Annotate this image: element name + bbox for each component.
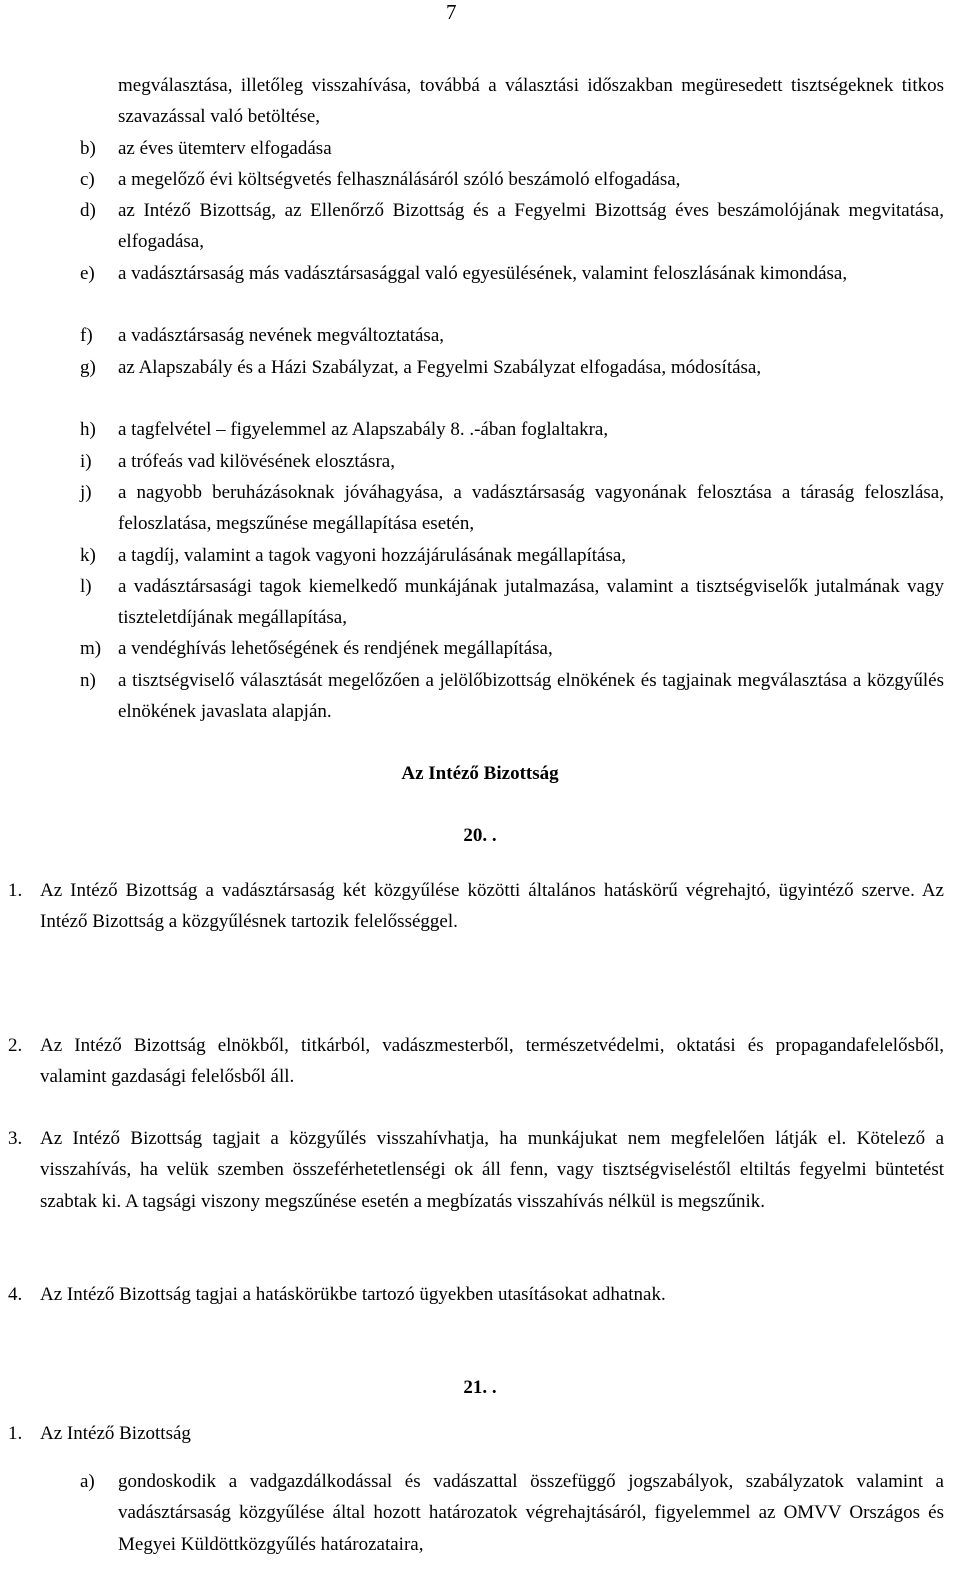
list-item-text: a trófeás vad kilövésének elosztásra, — [118, 450, 395, 472]
section-number-21: 21. . — [463, 1377, 497, 1398]
list-item-text: a megelőző évi költségvetés felhasználásáról szóló beszámoló elfogadása, — [118, 168, 681, 190]
list-item — [80, 133, 944, 164]
list-item — [80, 477, 944, 540]
paragraph-text: Az Intéző Bizottság tagjait a közgyűlés visszahívhatja, ha munkájukat nem megfelelően látják el. Kötelező a visszahívás, ha velük szemben összeférhetetlenségi ok áll fenn, vagy tisztségviseléstől eltiltás fegyelmi büntetést szabtak ki. A tagsági viszony megszűnése esetén a megbízatás visszahívás nélkül is megszűnik. — [40, 1128, 944, 1212]
list-item-label: e) — [80, 262, 95, 284]
list-item — [80, 195, 944, 258]
list-item-label: d) — [80, 200, 96, 222]
list-item — [80, 571, 944, 634]
list-item — [80, 446, 944, 477]
paragraph-text: Az Intéző Bizottság elnökből, titkárból, vadászmesterből, természetvédelmi, oktatási és propagandafelelősből, valamint gazdasági felelősből áll. — [40, 1035, 944, 1088]
list-item-label: f) — [80, 325, 93, 347]
paragraph-label: 1. — [8, 1423, 23, 1444]
paragraph-label: 2. — [8, 1035, 23, 1056]
list-item-label: n) — [80, 669, 96, 691]
list-item-label: c) — [80, 168, 95, 190]
section-title: Az Intéző Bizottság — [401, 763, 559, 784]
list-item-text: az éves ütemterv elfogadása — [118, 137, 332, 159]
list-item-label: l) — [80, 575, 92, 597]
list-item-label: m) — [80, 638, 102, 660]
paragraph-text: Az Intéző Bizottság a vadásztársaság két közgyűlése közötti általános hatáskörű végrehajtó, ügyintéző szerve. Az Intéző Bizottság a közgyűlésnek tartozik felelősséggel. — [40, 880, 944, 933]
paragraph — [8, 1279, 944, 1310]
paragraph — [8, 1030, 944, 1093]
list-item-text: a vendéghívás lehetőségének és rendjének megállapítása, — [118, 638, 553, 660]
list-item-label: k) — [80, 544, 96, 566]
list-item — [80, 352, 944, 383]
list-item-label: a) — [80, 1471, 95, 1492]
list-item — [80, 633, 944, 664]
list-item-text: a vadásztársaság más vadásztársasággal való egyesülésének, valamint feloszlásának kimondása, — [118, 262, 848, 284]
paragraph — [8, 1123, 944, 1217]
section-number-20: 20. . — [463, 825, 497, 846]
list-item — [80, 665, 944, 728]
list-item-text: gondoskodik a vadgazdálkodással és vadászattal összefüggő jogszabályok, szabályzatok valamint a vadásztársaság közgyűlése által hozott határozatok végrehajtásáról, figyelemmel az OMVV Országos és Megyei Küldöttközgyűlés határozataira, — [118, 1471, 944, 1555]
paragraph — [8, 1418, 944, 1449]
paragraph — [8, 875, 944, 938]
list-item-text: az Alapszabály és a Házi Szabályzat, a Fegyelmi Szabályzat elfogadása, módosítása, — [118, 356, 762, 378]
list-item-text: a vadásztársaság nevének megváltoztatása, — [118, 325, 445, 347]
list-item-text: a tagdíj, valamint a tagok vagyoni hozzájárulásának megállapítása, — [118, 544, 627, 566]
list-item — [80, 540, 944, 571]
list-item-text: a vadásztársasági tagok kiemelkedő munkájának jutalmazása, valamint a tisztségviselők jutalmának vagy tiszteletdíjának megállapítása, — [118, 575, 944, 629]
page-number: 7 — [446, 0, 457, 24]
list-item-text: a tagfelvétel – figyelemmel az Alapszabály 8. .-ában foglaltakra, — [118, 419, 609, 441]
list-item — [80, 1466, 944, 1560]
paragraph-text: Az Intéző Bizottság tagjai a hatáskörükbe tartozó ügyekben utasításokat adhatnak. — [40, 1284, 666, 1305]
list-item-text: a nagyobb beruházásoknak jóváhagyása, a vadásztársaság vagyonának felosztása a táraság feloszlása, feloszlatása, megszűnése megállapítása esetén, — [118, 481, 944, 535]
list-item-text: az Intéző Bizottság, az Ellenőrző Bizottság és a Fegyelmi Bizottság éves beszámolójának megvitatása, elfogadása, — [118, 200, 944, 253]
list-item-label: i) — [80, 450, 92, 472]
paragraph-label: 4. — [8, 1284, 23, 1305]
list-item-label: b) — [80, 137, 96, 159]
paragraph-label: 1. — [8, 880, 23, 901]
list-item — [80, 258, 944, 289]
list-item-label: j) — [80, 481, 92, 503]
paragraph-label: 3. — [8, 1128, 23, 1149]
list-item-text: a tisztségviselő választását megelőzően a jelölőbizottság elnökének és tagjainak megválasztása a közgyűlés elnökének javaslata alapján. — [118, 669, 944, 722]
continuation-text: megválasztása, illetőleg visszahívása, továbbá a választási időszakban megüresedett tisztségeknek titkos szavazással való betöltése, — [118, 75, 944, 128]
paragraph-text: Az Intéző Bizottság — [40, 1423, 191, 1444]
list-item — [80, 164, 944, 195]
list-item — [80, 320, 944, 351]
list-item-label: g) — [80, 356, 96, 378]
list-item — [80, 414, 944, 445]
list-item-label: h) — [80, 419, 96, 441]
